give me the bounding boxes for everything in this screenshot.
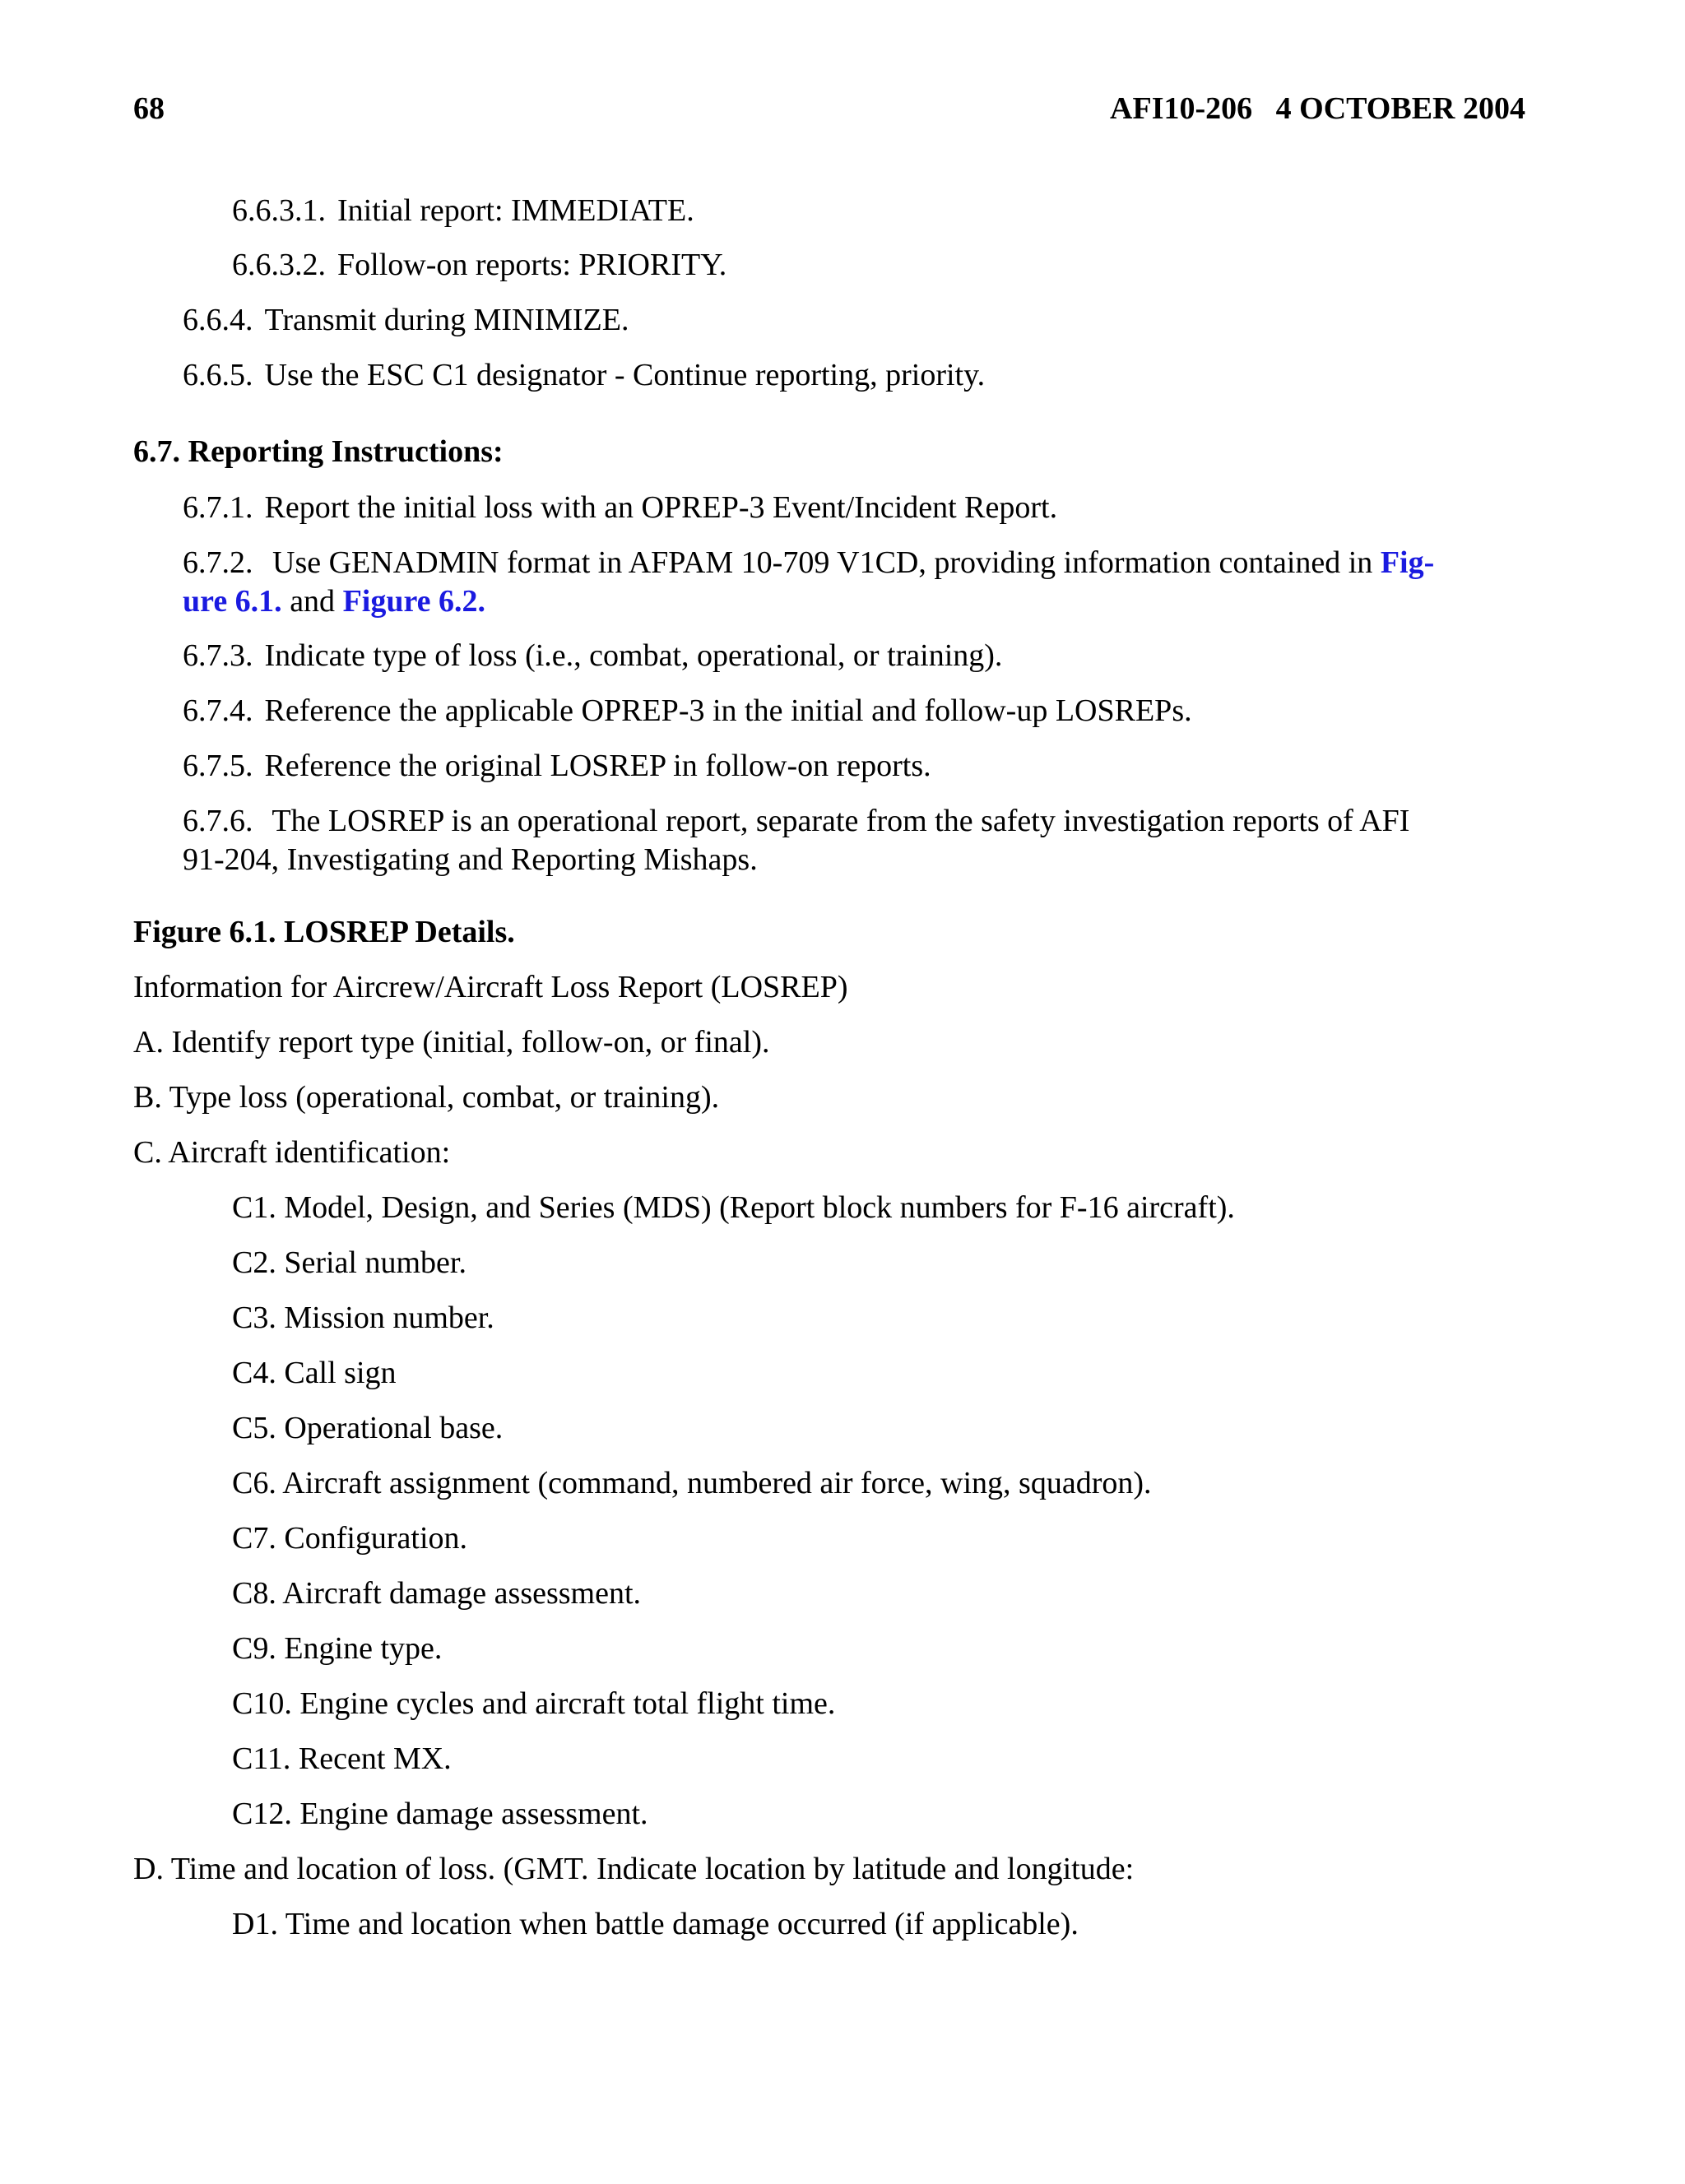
- paragraph-text: Use GENADMIN format in AFPAM 10-709 V1CD, providing information contained in: [272, 545, 1373, 580]
- paragraph-text: Follow-on reports: PRIORITY.: [337, 248, 727, 282]
- figure-item-c10: C10. Engine cycles and aircraft total flight time.: [232, 1686, 836, 1721]
- paragraph-6-6-4: [183, 301, 629, 339]
- paragraph-text: Transmit during MINIMIZE.: [264, 303, 629, 337]
- page-number: 68: [133, 91, 165, 126]
- figure-item-c3: C3. Mission number.: [232, 1301, 494, 1335]
- figure-item-a: A. Identify report type (initial, follow-on, or final).: [133, 1025, 770, 1060]
- paragraph-6-7-5: [183, 747, 931, 785]
- paragraph-text: Report the initial loss with an OPREP-3 Event/Incident Report.: [264, 490, 1058, 525]
- figure-item-c4: C4. Call sign: [232, 1356, 397, 1390]
- paragraph-number: 6.7.2.: [183, 545, 253, 580]
- paragraph-number: 6.7.6.: [183, 804, 253, 838]
- section-heading-6-7: 6.7. Reporting Instructions:: [133, 434, 504, 469]
- figure-6-1-link-continued[interactable]: ure 6.1.: [183, 584, 282, 619]
- figure-item-c2: C2. Serial number.: [232, 1245, 467, 1280]
- figure-item-c12: C12. Engine damage assessment.: [232, 1797, 648, 1831]
- paragraph-text: Initial report: IMMEDIATE.: [337, 193, 694, 228]
- figure-6-2-link[interactable]: Figure 6.2.: [342, 584, 486, 619]
- paragraph-6-7-2-line-1: [183, 544, 1525, 582]
- paragraph-number: 6.7.3.: [183, 638, 253, 673]
- paragraph-number: 6.6.5.: [183, 358, 253, 392]
- document-id: AFI10-206 4 OCTOBER 2004: [1110, 91, 1525, 126]
- paragraph-6-7-3: [183, 637, 1002, 675]
- paragraph-6-7-6-line-2: 91-204, Investigating and Reporting Mishaps.: [183, 842, 758, 877]
- figure-6-1-link[interactable]: Fig-: [1380, 545, 1435, 580]
- paragraph-text: Reference the original LOSREP in follow-on reports.: [264, 749, 931, 783]
- paragraph-number: 6.7.4.: [183, 693, 253, 728]
- figure-item-c11: C11. Recent MX.: [232, 1741, 452, 1776]
- figure-item-c1: C1. Model, Design, and Series (MDS) (Report block numbers for F-16 aircraft).: [232, 1190, 1235, 1225]
- figure-item-c6: C6. Aircraft assignment (command, numbered air force, wing, squadron).: [232, 1466, 1152, 1500]
- figure-item-c7: C7. Configuration.: [232, 1521, 468, 1556]
- paragraph-6-7-2-line-2: [183, 582, 485, 620]
- paragraph-text: The LOSREP is an operational report, separate from the safety investigation reports of AFI: [272, 804, 1410, 838]
- paragraph-6-7-6-line-1: [183, 802, 1525, 840]
- paragraph-text: Use the ESC C1 designator - Continue reporting, priority.: [264, 358, 986, 392]
- figure-intro: Information for Aircrew/Aircraft Loss Report (LOSREP): [133, 970, 848, 1004]
- paragraph-text: Reference the applicable OPREP-3 in the initial and follow-up LOSREPs.: [264, 693, 1192, 728]
- paragraph-6-6-5: [183, 356, 985, 394]
- paragraph-number: 6.7.5.: [183, 749, 253, 783]
- figure-item-b: B. Type loss (operational, combat, or training).: [133, 1080, 720, 1115]
- figure-item-c9: C9. Engine type.: [232, 1631, 443, 1666]
- figure-item-d: D. Time and location of loss. (GMT. Indicate location by latitude and longitude:: [133, 1852, 1135, 1886]
- figure-item-c: C. Aircraft identification:: [133, 1135, 451, 1170]
- figure-item-c8: C8. Aircraft damage assessment.: [232, 1576, 642, 1611]
- paragraph-6-7-1: [183, 489, 1057, 526]
- figure-item-c5: C5. Operational base.: [232, 1411, 504, 1445]
- paragraph-6-6-3-2: [232, 246, 726, 284]
- paragraph-number: 6.6.3.2.: [232, 248, 326, 282]
- paragraph-6-6-3-1: [232, 192, 694, 230]
- paragraph-number: 6.6.3.1.: [232, 193, 326, 228]
- paragraph-text: and: [290, 584, 336, 619]
- paragraph-text: Indicate type of loss (i.e., combat, operational, or training).: [264, 638, 1003, 673]
- paragraph-number: 6.6.4.: [183, 303, 253, 337]
- figure-title: Figure 6.1. LOSREP Details.: [133, 915, 515, 949]
- paragraph-number: 6.7.1.: [183, 490, 253, 525]
- figure-item-d1: D1. Time and location when battle damage occurred (if applicable).: [232, 1907, 1079, 1941]
- paragraph-6-7-4: [183, 692, 1192, 730]
